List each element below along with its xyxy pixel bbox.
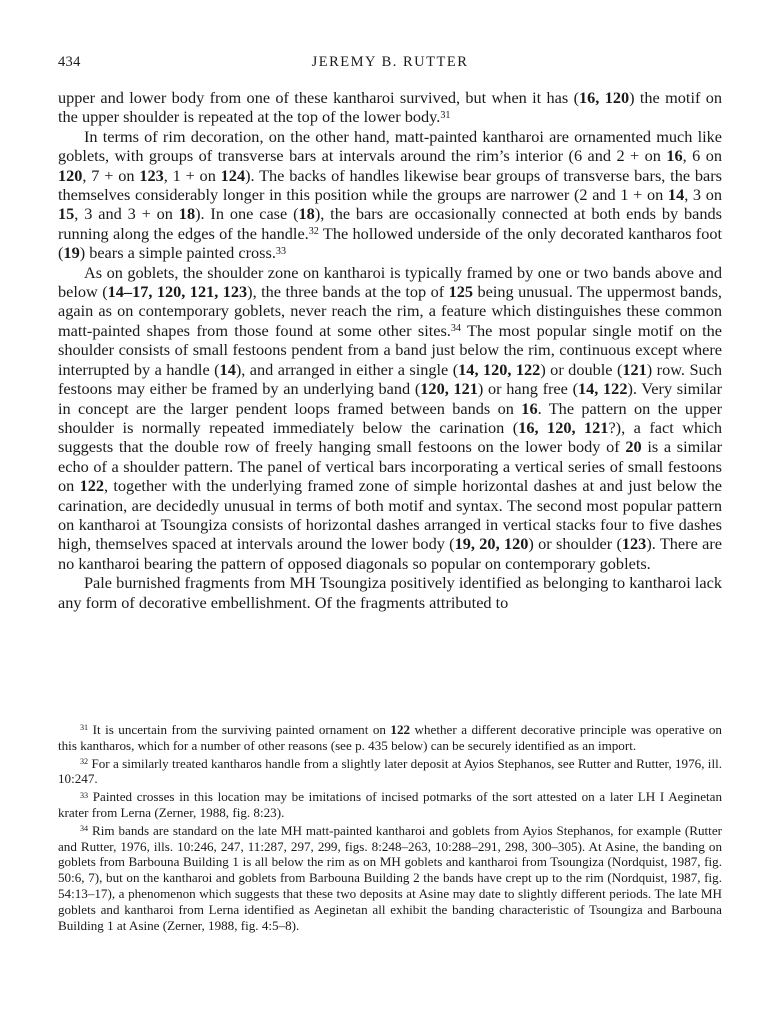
footnote-32: $^{32}$ For a similarly treated kantharos handle from a slightly later deposit at Ayios Stephanos, see Rutter and Rutter, 1976, ill. 10:247. <box>58 755 722 787</box>
footnote-31: $^{31}$ It is uncertain from the surviving painted ornament on 122 whether a different decorative principle was operative on this kantharos, which for a number of other reasons (see p. 435 below) can be securely identified as an import. <box>58 722 722 753</box>
page-number: 434 <box>58 54 81 70</box>
running-title: JEREMY B. RUTTER <box>311 54 469 70</box>
paragraph-continuation: upper and lower body from one of these kantharoi survived, but when it has (16, 120) the motif on the upper shoulder is repeated at the top of the lower body.$^{31}$ <box>58 88 723 127</box>
main-text <box>58 88 722 612</box>
footnote-34: $^{34}$ Rim bands are standard on the late MH matt-painted kantharoi and goblets from Ayios Stephanos, for example (Rutter and Rutter, 1976, ills. 10:246, 247, 11:287, 297, 299, figs. 8:248–263, 10:288–291, 298, 300–305). At Asine, the banding on goblets from Barbouna Building 1 is all below the rim as on MH goblets and kantharoi from Tsoungiza (Nordquist, 1987, fig. 50:6, 7), but on the kantharoi and goblets from Barbouna Building 2 the bands have crept up to the rim (Nordquist, 1987, fig. 54:13–17), a phenomenon which suggests that these two deposits at Asine may date to slightly different periods. The late MH goblets and kantharoi from Lerna identified as Aeginetan all exhibit the banding characteristic of Tsoungiza and Barbouna Building 1 at Asine (Zerner, 1988, fig. 4:5–8). <box>58 822 722 933</box>
running-header <box>58 54 722 74</box>
footnotes <box>58 722 722 935</box>
footnote-33: $^{33}$ Painted crosses in this location may be imitations of incised potmarks of the sort attested on a later LH I Aeginetan krater from Lerna (Zerner, 1988, fig. 8:23). <box>58 789 722 820</box>
paragraph-pale-burnished: Pale burnished fragments from MH Tsoungiza positively identified as belonging to kantharoi lack any form of decorative embellishment. Of the fragments attributed to <box>58 573 722 612</box>
paragraph-rim-decoration: In terms of rim decoration, on the other hand, matt-painted kantharoi are ornamented much like goblets, with groups of transverse bars at intervals around the rim’s interior (6 and 2 + on 16, 6 on 120, 7 + on 123, 1 + on 124). The backs of handles likewise bear groups of transverse bars, the bars themselves considerably longer in this position while the groups are narrower (2 and 1 + on 14, 3 on 15, 3 and 3 + on 18). In one case (18), the bars are occasionally connected at both ends by bands running along the edges of the handle.$^{32}$ The hollowed underside of the only decorated kantharos foot (19) bears a simple painted cross.$^{33}$ <box>58 126 723 263</box>
paragraph-shoulder-zone: As on goblets, the shoulder zone on kantharoi is typically framed by one or two bands above and below (14–17, 120, 121, 123), the three bands at the top of 125 being unusual. The uppermost bands, again as on contemporary goblets, never reach the rim, a feature which distinguishes these common matt-painted shapes from those found at some other sites.$^{34}$ The most popular single motif on the shoulder consists of small festoons pendent from a band just below the rim, continuous except where interrupted by a handle (14), and arranged in either a single (14, 120, 122) or double (121) row. Such festoons may either be framed by an underlying band (120, 121) or hang free (14, 122). Very similar in concept are the larger pendent loops framed between bands on 16. The pattern on the upper shoulder is normally repeated immediately below the carination (16, 120, 121?), a fact which suggests that the double row of freely hanging small festoons on the lower body of 20 is a similar echo of a shoulder pattern. The panel of vertical bars incorporating a vertical series of small festoons on 122, together with the underlying framed zone of simple horizontal dashes at and just below the carination, are decidedly unusual in terms of both motif and syntax. The second most popular pattern on kantharoi at Tsoungiza consists of horizontal dashes arranged in vertical stacks four to five dashes high, themselves spaced at intervals around the lower body (19, 20, 120) or shoulder (123). There are no kantharoi bearing the pattern of opposed diagonals so popular on contemporary goblets. <box>58 262 723 573</box>
